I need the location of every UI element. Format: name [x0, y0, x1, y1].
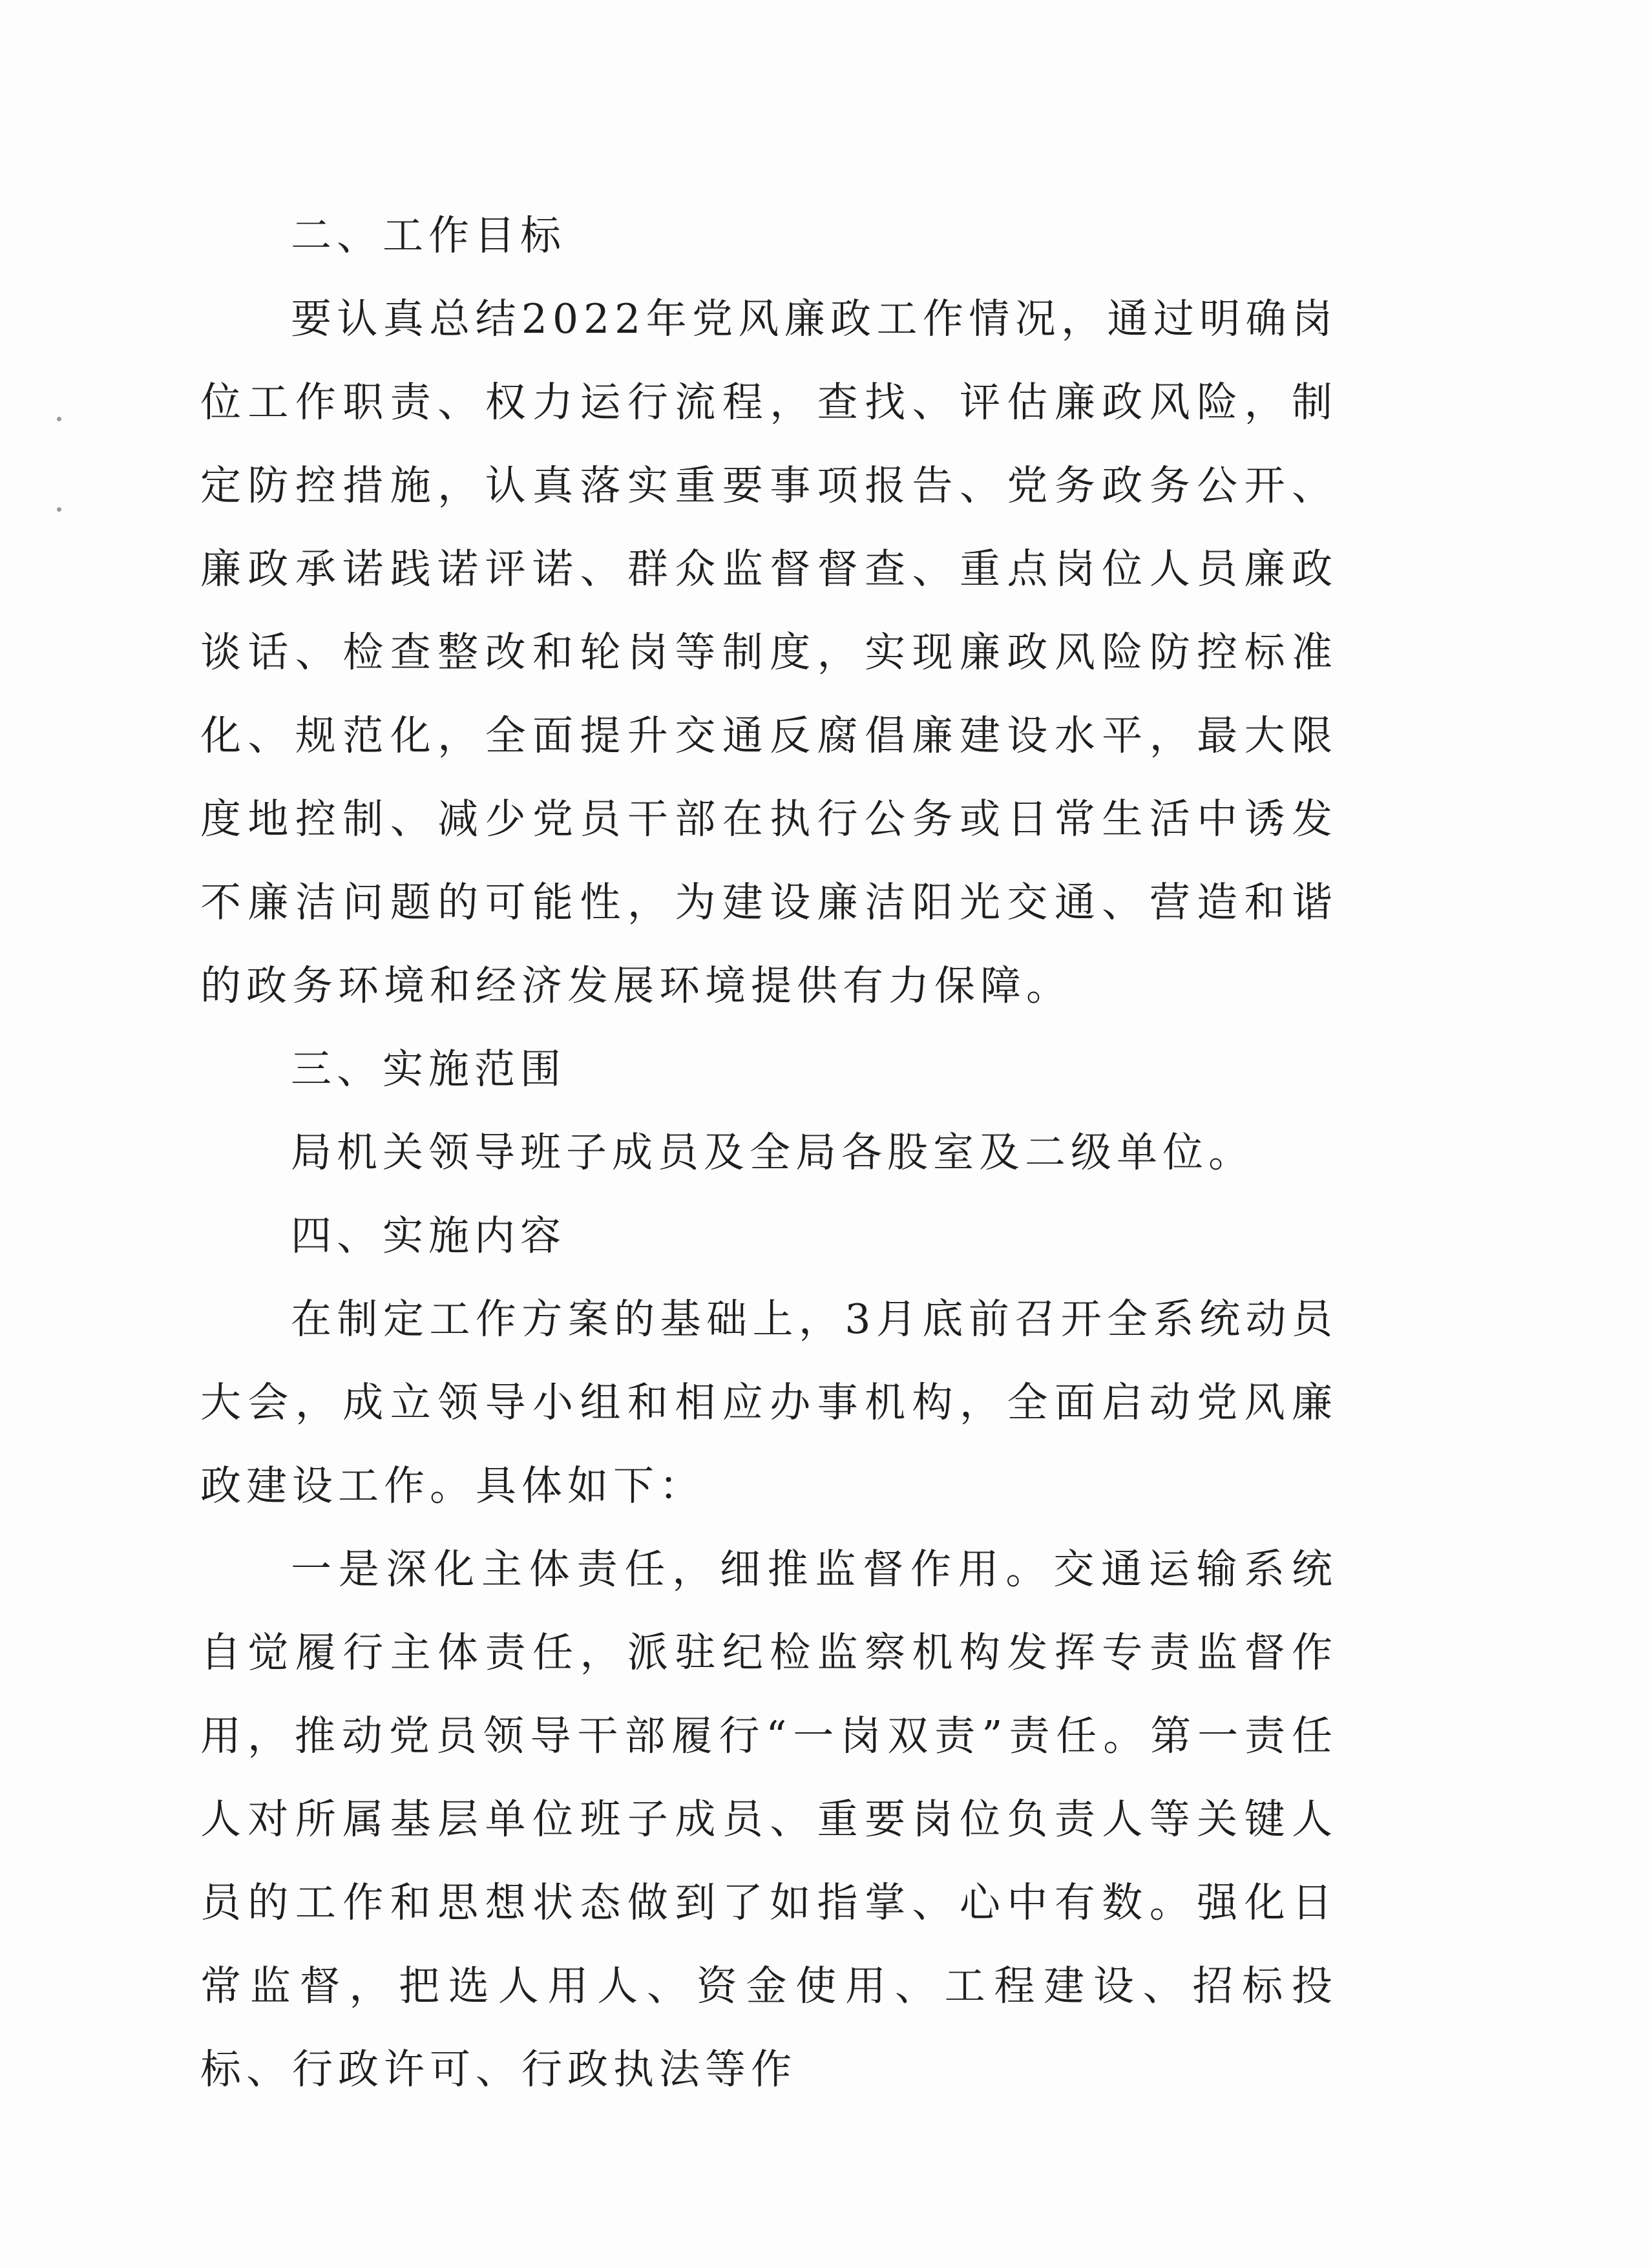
paragraph-content-item-1: 一是深化主体责任，细推监督作用。交通运输系统自觉履行主体责任，派驻纪检监察机构发挥专责监督作用，推动党员领导干部履行“一岗双责”责任。第一责任人对所属基层单位班子成员、重要岗位负责人等关键人员的工作和思想状态做到了如指掌、心中有数。强化日常监督，把选人用人、资金使用、工程建设、招标投标、行政许可、行政执法等作: [200, 1546, 1338, 2093]
paragraph-scope: 局机关领导班子成员及全局各股室及二级单位。: [291, 1129, 1254, 1176]
paragraph-work-goals: 要认真总结2022年党风廉政工作情况，通过明确岗位工作职责、权力运行流程，查找、评估廉政风险，制定防控措施，认真落实重要事项报告、党务政务公开、廉政承诺践诺评诺、群众监督督查、重点岗位人员廉政谈话、检查整改和轮岗等制度，实现廉政风险防控标准化、规范化，全面提升交通反腐倡廉建设水平，最大限度地控制、减少党员干部在执行公务或日常生活中诱发不廉洁问题的可能性，为建设廉洁阳光交通、营造和谐的政务环境和经济发展环境提供有力保障。: [200, 295, 1338, 1009]
document-body: [200, 194, 1338, 2111]
section-heading-scope: 三、实施范围: [291, 1045, 566, 1093]
section-heading-content: 四、实施内容: [291, 1212, 566, 1259]
scan-speck: [57, 417, 61, 421]
scan-speck: [57, 507, 61, 512]
section-heading-work-goals: 二、工作目标: [291, 212, 566, 259]
paragraph-content-intro: 在制定工作方案的基础上，3月底前召开全系统动员大会，成立领导小组和相应办事机构，全面启动党风廉政建设工作。具体如下：: [200, 1296, 1338, 1509]
